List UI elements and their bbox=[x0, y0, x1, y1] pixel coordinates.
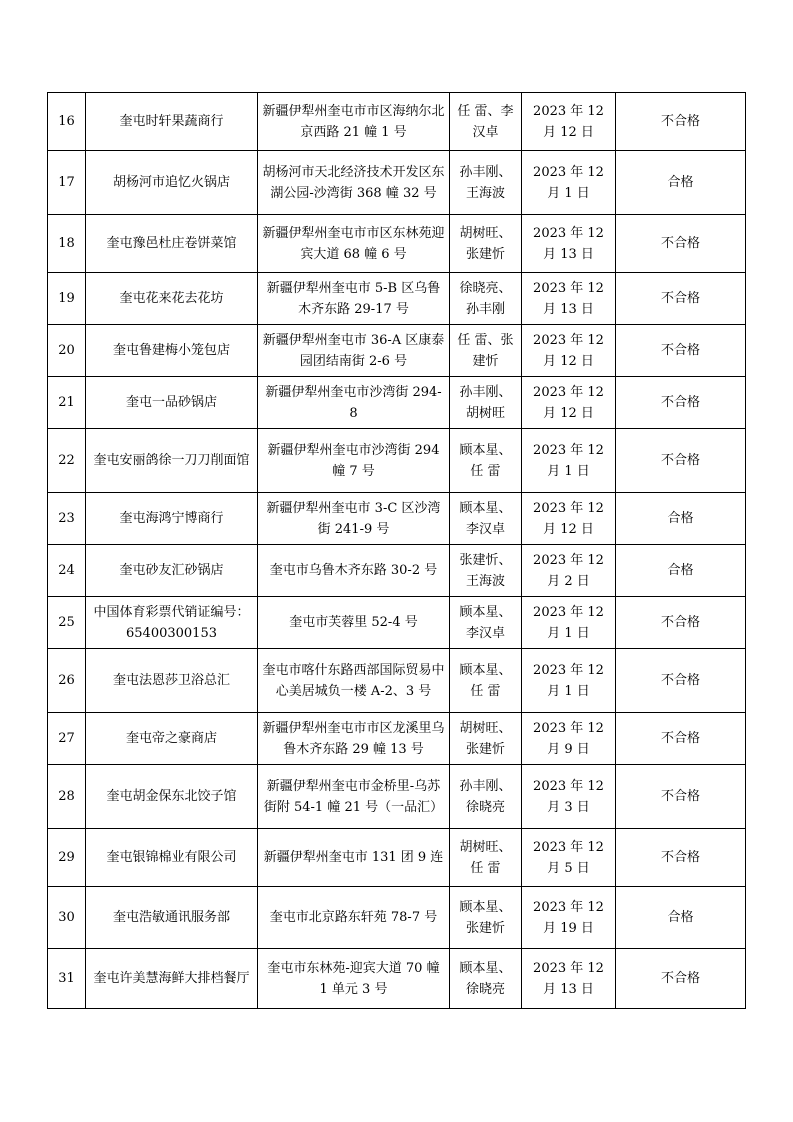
inspection-date: 2023 年 12 月 1 日 bbox=[522, 151, 616, 215]
inspection-result: 合格 bbox=[616, 545, 746, 597]
inspectors: 张建忻、王海波 bbox=[450, 545, 522, 597]
table-row bbox=[48, 713, 746, 765]
table-row bbox=[48, 829, 746, 887]
inspection-date: 2023 年 12 月 12 日 bbox=[522, 377, 616, 429]
business-name: 奎屯鲁建梅小笼包店 bbox=[86, 325, 258, 377]
business-address: 新疆伊犁州奎屯市 5-B 区乌鲁木齐东路 29-17 号 bbox=[258, 273, 450, 325]
business-address: 奎屯市乌鲁木齐东路 30-2 号 bbox=[258, 545, 450, 597]
inspection-result: 合格 bbox=[616, 151, 746, 215]
inspectors: 任 雷、张建忻 bbox=[450, 325, 522, 377]
business-address: 奎屯市东林苑-迎宾大道 70 幢 1 单元 3 号 bbox=[258, 949, 450, 1009]
business-address: 新疆伊犁州奎屯市市区龙溪里乌鲁木齐东路 29 幢 13 号 bbox=[258, 713, 450, 765]
inspection-date: 2023 年 12 月 9 日 bbox=[522, 713, 616, 765]
table-row bbox=[48, 649, 746, 713]
row-number: 17 bbox=[48, 151, 86, 215]
table-row bbox=[48, 273, 746, 325]
row-number: 19 bbox=[48, 273, 86, 325]
table-row bbox=[48, 377, 746, 429]
inspectors: 顾本星、张建忻 bbox=[450, 887, 522, 949]
table-row bbox=[48, 429, 746, 493]
inspectors: 顾本星、任 雷 bbox=[450, 649, 522, 713]
business-name: 奎屯帝之豪商店 bbox=[86, 713, 258, 765]
row-number: 24 bbox=[48, 545, 86, 597]
row-number: 23 bbox=[48, 493, 86, 545]
business-name: 胡杨河市追忆火锅店 bbox=[86, 151, 258, 215]
inspection-date: 2023 年 12 月 13 日 bbox=[522, 273, 616, 325]
inspection-result: 不合格 bbox=[616, 765, 746, 829]
inspectors: 胡树旺、张建忻 bbox=[450, 215, 522, 273]
inspection-result: 不合格 bbox=[616, 215, 746, 273]
inspectors: 胡树旺、张建忻 bbox=[450, 713, 522, 765]
inspectors: 顾本星、徐晓亮 bbox=[450, 949, 522, 1009]
row-number: 26 bbox=[48, 649, 86, 713]
business-address: 新疆伊犁州奎屯市 3-C 区沙湾街 241-9 号 bbox=[258, 493, 450, 545]
inspectors: 孙丰刚、徐晓亮 bbox=[450, 765, 522, 829]
inspection-date: 2023 年 12 月 12 日 bbox=[522, 493, 616, 545]
business-address: 奎屯市喀什东路西部国际贸易中心美居城负一楼 A-2、3 号 bbox=[258, 649, 450, 713]
business-name: 奎屯花来花去花坊 bbox=[86, 273, 258, 325]
inspectors: 胡树旺、任 雷 bbox=[450, 829, 522, 887]
table-row bbox=[48, 325, 746, 377]
business-address: 新疆伊犁州奎屯市沙湾街 294 幢 7 号 bbox=[258, 429, 450, 493]
inspection-result: 不合格 bbox=[616, 429, 746, 493]
business-name: 奎屯安丽鸽徐一刀刀削面馆 bbox=[86, 429, 258, 493]
table-body bbox=[48, 93, 746, 1009]
inspectors: 徐晓亮、孙丰刚 bbox=[450, 273, 522, 325]
inspection-result: 不合格 bbox=[616, 377, 746, 429]
inspection-result: 不合格 bbox=[616, 93, 746, 151]
table-row bbox=[48, 493, 746, 545]
business-name: 奎屯时轩果蔬商行 bbox=[86, 93, 258, 151]
business-name: 奎屯法恩莎卫浴总汇 bbox=[86, 649, 258, 713]
business-name: 奎屯银锦棉业有限公司 bbox=[86, 829, 258, 887]
inspection-result: 合格 bbox=[616, 887, 746, 949]
business-address: 胡杨河市天北经济技术开发区东湖公园-沙湾街 368 幢 32 号 bbox=[258, 151, 450, 215]
business-address: 新疆伊犁州奎屯市沙湾街 294-8 bbox=[258, 377, 450, 429]
inspectors: 孙丰刚、胡树旺 bbox=[450, 377, 522, 429]
inspectors: 任 雷、李汉卓 bbox=[450, 93, 522, 151]
business-address: 新疆伊犁州奎屯市金桥里-乌苏街附 54-1 幢 21 号（一品汇） bbox=[258, 765, 450, 829]
table-row bbox=[48, 545, 746, 597]
inspection-date: 2023 年 12 月 12 日 bbox=[522, 93, 616, 151]
business-name: 奎屯一品砂锅店 bbox=[86, 377, 258, 429]
row-number: 29 bbox=[48, 829, 86, 887]
inspection-date: 2023 年 12 月 1 日 bbox=[522, 429, 616, 493]
inspectors: 孙丰刚、王海波 bbox=[450, 151, 522, 215]
inspection-result: 不合格 bbox=[616, 949, 746, 1009]
inspection-date: 2023 年 12 月 1 日 bbox=[522, 649, 616, 713]
business-address: 新疆伊犁州奎屯市 36-A 区康泰园团结南街 2-6 号 bbox=[258, 325, 450, 377]
business-name: 奎屯豫邑杜庄卷饼菜馆 bbox=[86, 215, 258, 273]
business-address: 新疆伊犁州奎屯市市区东林苑迎宾大道 68 幢 6 号 bbox=[258, 215, 450, 273]
row-number: 25 bbox=[48, 597, 86, 649]
inspection-results-table bbox=[47, 92, 746, 1009]
table-row bbox=[48, 949, 746, 1009]
row-number: 21 bbox=[48, 377, 86, 429]
inspection-result: 不合格 bbox=[616, 597, 746, 649]
inspection-date: 2023 年 12 月 19 日 bbox=[522, 887, 616, 949]
table-row bbox=[48, 887, 746, 949]
inspection-result: 不合格 bbox=[616, 649, 746, 713]
table-row bbox=[48, 93, 746, 151]
inspection-date: 2023 年 12 月 5 日 bbox=[522, 829, 616, 887]
business-address: 奎屯市芙蓉里 52-4 号 bbox=[258, 597, 450, 649]
business-name: 奎屯浩敏通讯服务部 bbox=[86, 887, 258, 949]
row-number: 31 bbox=[48, 949, 86, 1009]
inspectors: 顾本星、任 雷 bbox=[450, 429, 522, 493]
row-number: 27 bbox=[48, 713, 86, 765]
inspection-result: 不合格 bbox=[616, 829, 746, 887]
business-name: 奎屯胡金保东北饺子馆 bbox=[86, 765, 258, 829]
inspection-date: 2023 年 12 月 13 日 bbox=[522, 215, 616, 273]
table-row bbox=[48, 597, 746, 649]
inspection-date: 2023 年 12 月 12 日 bbox=[522, 325, 616, 377]
inspection-date: 2023 年 12 月 3 日 bbox=[522, 765, 616, 829]
row-number: 30 bbox=[48, 887, 86, 949]
inspectors: 顾本星、李汉卓 bbox=[450, 597, 522, 649]
row-number: 18 bbox=[48, 215, 86, 273]
inspection-date: 2023 年 12 月 1 日 bbox=[522, 597, 616, 649]
business-address: 新疆伊犁州奎屯市 131 团 9 连 bbox=[258, 829, 450, 887]
row-number: 28 bbox=[48, 765, 86, 829]
inspection-result: 合格 bbox=[616, 493, 746, 545]
business-address: 新疆伊犁州奎屯市市区海纳尔北京西路 21 幢 1 号 bbox=[258, 93, 450, 151]
row-number: 22 bbox=[48, 429, 86, 493]
inspection-result: 不合格 bbox=[616, 325, 746, 377]
table-row bbox=[48, 215, 746, 273]
inspectors: 顾本星、李汉卓 bbox=[450, 493, 522, 545]
row-number: 20 bbox=[48, 325, 86, 377]
inspection-date: 2023 年 12 月 2 日 bbox=[522, 545, 616, 597]
business-name: 奎屯许美慧海鲜大排档餐厅 bbox=[86, 949, 258, 1009]
row-number: 16 bbox=[48, 93, 86, 151]
inspection-date: 2023 年 12 月 13 日 bbox=[522, 949, 616, 1009]
business-address: 奎屯市北京路东轩苑 78-7 号 bbox=[258, 887, 450, 949]
table-row bbox=[48, 765, 746, 829]
business-name: 奎屯海鸿宁博商行 bbox=[86, 493, 258, 545]
business-name: 奎屯砂友汇砂锅店 bbox=[86, 545, 258, 597]
inspection-result: 不合格 bbox=[616, 273, 746, 325]
table-row bbox=[48, 151, 746, 215]
business-name: 中国体育彩票代销证编号：65400300153 bbox=[86, 597, 258, 649]
inspection-result: 不合格 bbox=[616, 713, 746, 765]
